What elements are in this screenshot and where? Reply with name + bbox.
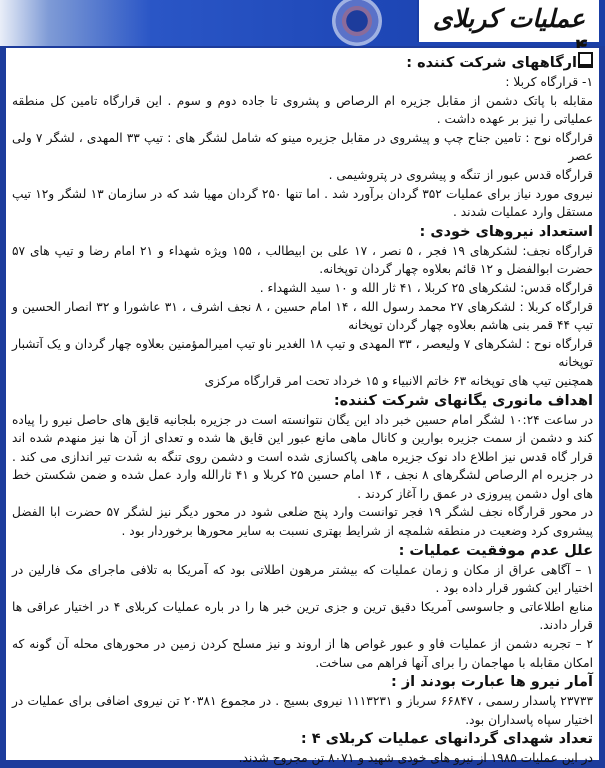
paragraph: ۲ – تجربه دشمن از عملیات فاو و عبور غواص ها از اروند و نیز مسلح کردن زمین در محورهای محله آن گونه که امکان مقابله با مهاجمان را برای آنها فراهم می ساخت. <box>12 637 593 670</box>
letter-qaf-ornament-icon <box>578 52 593 68</box>
section-heading-text: ارگاههای شرکت کننده : <box>406 55 577 71</box>
section-heading <box>12 541 593 561</box>
paragraph: قرارگاه نجف: لشکرهای ۱۹ فجر ، ۵ نصر ، ۱۷ علی بن ابیطالب ، ۱۵۵ ویژه شهداء و ۲۱ امام رضا و تیپ های ۵۷ حضرت ابوالفضل و ۱۲ قائم بعلاوه چهار گردان توپخانه. <box>12 243 594 277</box>
paragraph: ۱- قرارگاه کربلا : <box>505 75 593 89</box>
header-banner <box>0 0 605 46</box>
section-heading <box>12 52 593 73</box>
section-heading <box>12 391 593 411</box>
section-heading <box>12 222 593 242</box>
paragraph: قرارگاه قدس: لشکرهای ۲۵ کربلا ، ۴۱ ثار الله و ۱۰ سید الشهداء . <box>259 280 593 295</box>
paragraph: قرارگاه نوح : لشکرهای ۷ ولیعصر ، ۳۳ المهدی و تیپ ۱۸ الغدیر ناو تیپ امیرالمؤمنین بعلاوه چهار گردان و یک آتشبار توپخانه <box>12 336 593 370</box>
paragraph: قرارگاه کربلا : لشکرهای ۲۷ محمد رسول الله ، ۱۴ امام حسین ، ۸ نجف اشرف ، ۳۱ عاشورا و ۳۲ انصار الحسین و تیپ ۴۴ قمر بنی هاشم بعلاوه چهار گردان توپخانه <box>12 299 594 333</box>
paragraph: نیروی مورد نیاز برای عملیات ۳۵۲ گردان برآورد شد . اما تنها ۲۵۰ گردان مهیا شد که در سازمان ۱۳ لشگر و۱۲ تیپ مستقل وارد عملیات شدند . <box>12 186 593 220</box>
rosette-ornament-icon <box>332 0 382 46</box>
section-heading-text: تعداد شهدای گردانهای عملیات کربلای ۴ : <box>300 731 593 748</box>
paragraph: ۲۳۷۳۳ پاسدار رسمی ، ۶۶۸۴۷ سرباز و ۱۱۱۳۲۳۱ نیروی بسیج . در مجموع ۲۰۳۸۱ تن نیروی اضافی برای عملیات در اختیار سپاه پاسداران بود. <box>12 694 594 727</box>
paragraph: قرارگاه نوح : تامین جناح چپ و پیشروی در مقابل جزیره مینو که شامل لشگر های : تیپ ۳۳ المهدی ، لشگر ۷ ولی عصر <box>12 130 594 164</box>
paragraph: همچنین تیپ های توپخانه ۶۳ خاتم الانبیاء و ۱۵ خرداد تحت امر قرارگاه مرکزی <box>204 373 593 388</box>
article-body <box>6 48 599 766</box>
paragraph: ۱ – آگاهی عراق از مکان و زمان عملیات که بیشتر مرهون اطلاتی بود که آمریکا به تلافی ماجرای مک فارلین در اختیار این کشور قرار داده بود . <box>12 562 593 596</box>
section-heading-text: علل عدم موفقیت عملیات : <box>398 542 593 559</box>
paragraph: در ساعت ۱۰:۲۴ لشگر امام حسین خبر داد این یگان نتوانسته است در جزیره بلجانیه قایق های حاصل نیرو را پیاده کند و دشمن از سمت جزیره بوارین و کانال ماهی مانع عبور این قایق ها شده و تعدای از آن ها نیز منهدم شده اند قرار گاه قدس نیز اطلاع داد نوک جزیره ماهی پاکسازی شده است و دشمن روی تنگه به شدت تیر اندازی می کند . در جزیره ام الرصاص لشگرهای ۸ نجف ، ۱۴ امام حسین ۲۵ کربلا و ۴۱ ثارالله وارد عمل شده و ضمن شکستن خط های اول دشمن پیروزی در عمق را آغاز کردند . <box>12 412 593 501</box>
section-heading <box>12 672 593 692</box>
paragraph: منابع اطلاعاتی و جاسوسی آمریکا دقیق ترین و جزی ترین خبر ها را در باره عملیات کربلای ۴ در اختیار عراقی ها قرار دادند. <box>12 599 593 633</box>
paragraph: مقابله با پاتک دشمن از مقابل جزیره ام الرصاص و پشروی تا جاده دوم و سوم . این قرارگاه تامین کل منطقه عملیاتی را نیز بر عهده داشت . <box>12 93 593 127</box>
section-heading-text: استعداد نیروهای خودی : <box>419 223 593 240</box>
title-box <box>417 0 599 42</box>
section-heading-text: آمار نیرو ها عبارت بودند از : <box>390 674 593 691</box>
paragraph: در این عملیات ۱۹۸۵ از نیرو های خودی شهید و ۸۰۷۱ تن مجروح شدند. <box>238 751 593 766</box>
section-heading <box>12 729 593 749</box>
paragraph: در محور قرارگاه نجف لشگر ۱۹ فجر توانست وارد پنج ضلعی شود در محور دیگر نیز لشگر ۵۷ حضرت ابا الفضل پیشروی کرد وضعیت در منطقه شلمچه از شرایط بهتری نسبت به سایر محورها برخوردار بود . <box>12 505 593 539</box>
paragraph: قرارگاه قدس عبور از تنگه و پیشروی در پتروشیمی . <box>328 167 593 182</box>
section-heading-text: اهداف مانوری یگانهای شرکت کننده: <box>333 392 593 409</box>
page-title: عملیات کربلای <box>432 4 585 33</box>
